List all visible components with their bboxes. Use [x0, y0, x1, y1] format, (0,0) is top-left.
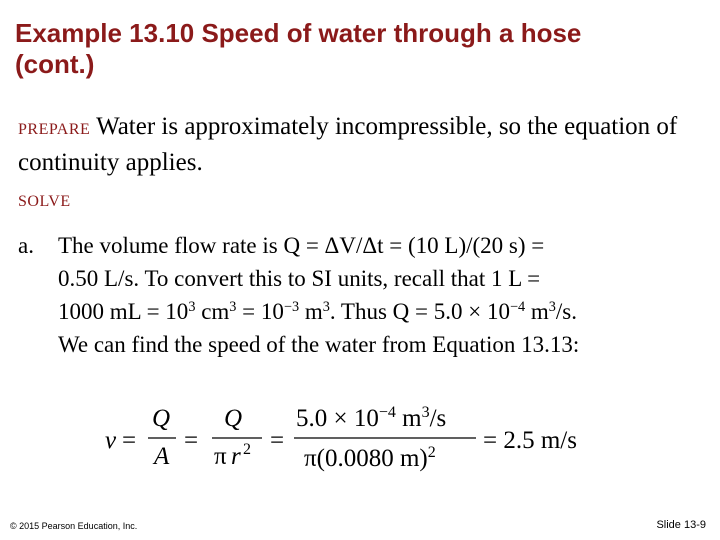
copyright-footer: © 2015 Pearson Education, Inc.	[10, 521, 138, 531]
item-line-1: The volume flow rate is Q = ΔV/Δt = (10 L)/(20 s) =	[58, 233, 545, 258]
eq-equals-1: =	[122, 427, 137, 454]
eq-equals-2: =	[184, 427, 199, 454]
line3-part: = 10	[236, 299, 284, 324]
prepare-text: Water is approximately incompressible, so the equation of continuity applies.	[18, 113, 678, 176]
eq-r-exp: 2	[243, 441, 251, 458]
item-line-2: 0.50 L/s. To convert this to SI units, recall that 1 L =	[58, 266, 541, 291]
item-line-3	[58, 295, 708, 328]
eq-A: A	[154, 443, 170, 470]
exponent: −4	[509, 299, 526, 316]
line3-part: . Thus Q = 5.0 × 10	[329, 299, 510, 324]
line3-part: m	[299, 299, 323, 324]
exponent: −3	[283, 299, 300, 316]
eq-v: v	[105, 427, 117, 454]
eq-pi: π	[214, 443, 227, 470]
eq-r: r	[231, 443, 241, 470]
title-line-2: (cont.)	[15, 49, 95, 79]
eq-equals-3: =	[270, 427, 285, 454]
line3-part: /s.	[555, 299, 578, 324]
item-line-4: We can find the speed of the water from Equation 13.13:	[58, 332, 580, 357]
item-body	[58, 229, 708, 361]
eq-num: $5.0 \times 10^{-4}$ $m^3/s$	[296, 404, 447, 432]
prepare-tag: PREPARE	[18, 121, 91, 138]
exponent: 3	[229, 299, 237, 316]
solve-tag: SOLVE	[18, 193, 71, 210]
line3-part: 1000 mL = 10	[58, 299, 189, 324]
slide-title	[15, 18, 705, 80]
exponent: 3	[322, 299, 330, 316]
line3-part: m	[525, 299, 549, 324]
slide-number: Slide 13-9	[656, 519, 706, 531]
eq-Q-1: Q	[152, 405, 171, 432]
exponent: 3	[548, 299, 556, 316]
item-marker: a.	[18, 233, 34, 258]
prepare-paragraph	[18, 110, 698, 179]
speed-equation	[100, 398, 600, 478]
title-line-1: Example 13.10 Speed of water through a hose	[15, 18, 582, 48]
eq-den: π(0.0080 m)$^2$	[304, 444, 436, 472]
solve-item-a	[18, 229, 708, 361]
line3-part: cm	[195, 299, 230, 324]
exponent: 3	[188, 299, 196, 316]
eq-result: = 2.5 m/s	[483, 427, 577, 454]
eq-Q-2: Q	[224, 405, 243, 432]
